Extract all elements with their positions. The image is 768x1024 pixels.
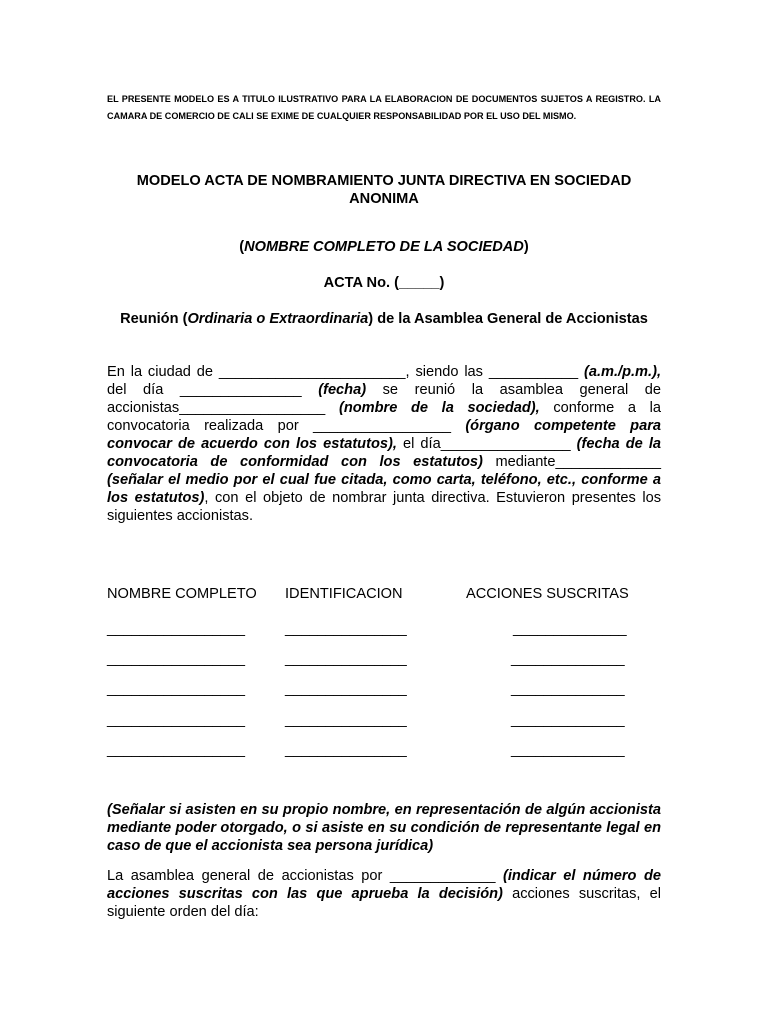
agenda-hint-shares: (indicar el número de acciones suscritas con las que aprueba la decisión) — [107, 868, 661, 902]
intro-text-6: mediante_____________ — [482, 454, 661, 470]
intro-hint-convocation-date: (fecha de la convocatoria de conformidad con los estatutos) — [107, 436, 661, 470]
document-page — [107, 0, 661, 1024]
blank-shares: ______________ — [511, 651, 625, 667]
intro-hint-organ: (órgano competente para convocar de acuerdo con los estatutos), — [107, 418, 661, 452]
agenda-text-2: acciones suscritas, el siguiente orden del día: — [107, 886, 661, 920]
attendance-note: (Señalar si asisten en su propio nombre, en representación de algún accionista mediante poder otorgado, o si asiste en su condición de representante legal en caso de que el accionista sea persona jurídica) — [107, 802, 661, 854]
table-row — [107, 741, 661, 759]
disclaimer-text: EL PRESENTE MODELO ES A TITULO ILUSTRATIVO PARA LA ELABORACION DE DOCUMENTOS SUJETOS A REGISTRO. LA CAMARA DE COMERCIO DE CALI SE EXIME DE CUALQUIER RESPONSABILIDAD POR EL USO DEL MISMO. — [107, 94, 661, 121]
column-header-identification: IDENTIFICACION — [285, 586, 403, 602]
agenda-text-1: La asamblea general de accionistas por _____________ — [107, 868, 503, 884]
intro-text-3: se reunió la asamblea general de accionistas__________________ — [107, 382, 661, 416]
table-row — [107, 711, 661, 729]
blank-shares: ______________ — [511, 712, 625, 728]
intro-hint-company: (nombre de la sociedad), — [338, 400, 540, 416]
blank-name: _________________ — [107, 681, 245, 697]
intro-text-2: del día _______________ — [107, 382, 319, 398]
intro-hint-time: (a.m./p.m.), — [583, 364, 661, 380]
intro-paragraph — [107, 363, 661, 525]
meeting-prefix: Reunión ( — [120, 311, 188, 327]
meeting-suffix: ) de la Asamblea General de Accionistas — [368, 311, 648, 327]
blank-identification: _______________ — [285, 712, 407, 728]
column-header-name: NOMBRE COMPLETO — [107, 586, 257, 602]
meeting-type-line — [107, 310, 661, 328]
blank-name: _________________ — [107, 712, 245, 728]
document-title: MODELO ACTA DE NOMBRAMIENTO JUNTA DIRECTIVA EN SOCIEDAD ANONIMA — [136, 173, 632, 207]
intro-text-5: el día________________ — [396, 436, 577, 452]
blank-identification: _______________ — [285, 681, 407, 697]
blank-shares: ______________ — [513, 621, 627, 637]
table-row — [107, 650, 661, 668]
agenda-paragraph — [107, 867, 661, 921]
intro-hint-medium: (señalar el medio por el cual fue citada, como carta, teléfono, etc., conforme a los estatutos) — [107, 472, 661, 506]
blank-shares: ______________ — [511, 742, 625, 758]
column-header-shares: ACCIONES SUSCRITAS — [466, 586, 629, 602]
blank-shares: ______________ — [511, 681, 625, 697]
meeting-type: Ordinaria o Extraordinaria — [187, 311, 369, 327]
table-row — [107, 680, 661, 698]
blank-identification: _______________ — [285, 651, 407, 667]
blank-identification: _______________ — [285, 742, 407, 758]
company-name-placeholder: NOMBRE COMPLETO DE LA SOCIEDAD — [244, 239, 524, 255]
intro-text-4: conforme a la convocatoria realizada por _________________ — [107, 400, 661, 434]
intro-text-1: En la ciudad de _______________________, siendo las ___________ — [107, 364, 584, 380]
company-close-paren: ) — [523, 239, 529, 255]
acta-number: ACTA No. (_____) — [323, 275, 445, 291]
table-row — [107, 620, 661, 638]
blank-name: _________________ — [107, 621, 245, 637]
blank-name: _________________ — [107, 651, 245, 667]
blank-identification: _______________ — [285, 621, 407, 637]
company-open-paren: ( — [239, 239, 245, 255]
intro-text-7: , con el objeto de nombrar junta directiva. Estuvieron presentes los siguientes accionistas. — [107, 490, 661, 524]
company-name-line — [107, 238, 661, 256]
blank-name: _________________ — [107, 742, 245, 758]
intro-hint-date: (fecha) — [318, 382, 367, 398]
